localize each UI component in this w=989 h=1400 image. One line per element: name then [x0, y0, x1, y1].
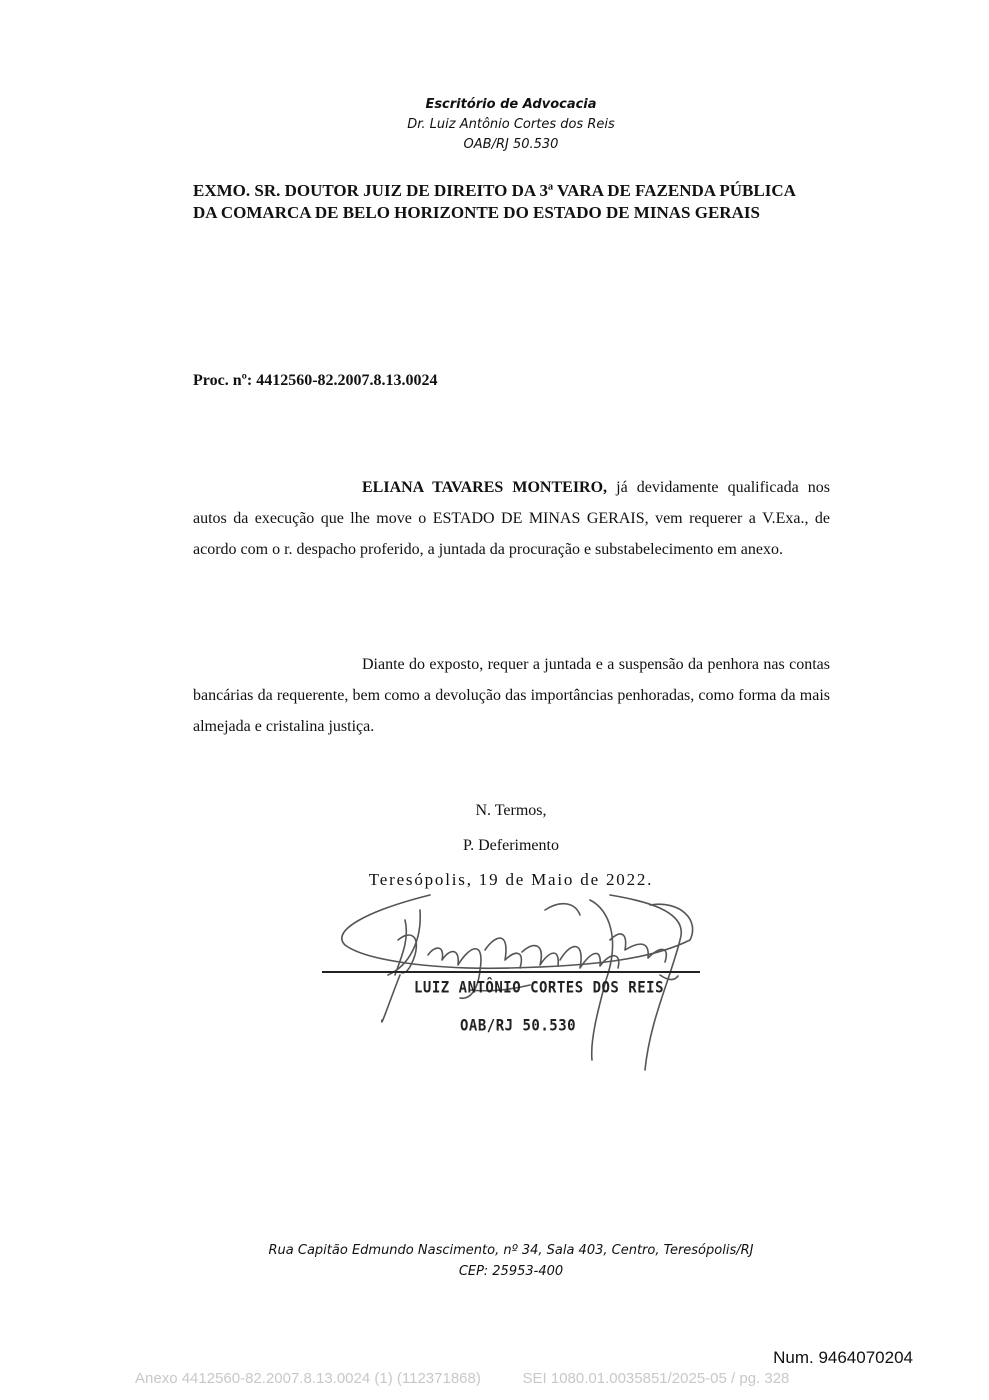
party-name: ELIANA TAVARES MONTEIRO,	[362, 479, 608, 496]
process-number: Proc. nº: 4412560-82.2007.8.13.0024	[193, 372, 438, 389]
addressee-line-2: DA COMARCA DE BELO HORIZONTE DO ESTADO DE MINAS GERAIS	[193, 203, 760, 222]
footer-street: Rua Capitão Edmundo Nascimento, nº 34, Sala 403, Centro, Teresópolis/RJ	[268, 1243, 754, 1258]
addressee-line-1: EXMO. SR. DOUTOR JUIZ DE DIREITO DA 3ª VARA DE FAZENDA PÚBLICA	[193, 181, 796, 200]
stamp-oab: OAB/RJ 50.530	[460, 1016, 577, 1036]
stamp-name: LUIZ ANTÔNIO CORTES DOS REIS	[414, 978, 665, 998]
letterhead-lawyer: Dr. Luiz Antônio Cortes dos Reis	[407, 117, 615, 132]
footer-cep: CEP: 25953-400	[458, 1264, 564, 1279]
document-number: Num. 9464070204	[773, 1348, 913, 1367]
closing-deferimento: P. Deferimento	[463, 837, 559, 854]
letterhead-office: Escritório de Advocacia	[425, 97, 597, 112]
letterhead	[0, 95, 989, 155]
signature-line	[322, 971, 700, 973]
footer-address	[0, 1240, 989, 1282]
paragraph-request-text: já devidamente qualificada nos autos da execução que lhe move o ESTADO DE MINAS GERAIS, vem requerer a V.Exa., de acordo com o r. despacho proferido, a juntada da procuração e substabelecimento em anexo.	[193, 479, 830, 558]
paragraph-conclusion: Diante do exposto, requer a juntada e a suspensão da penhora nas contas bancárias da requerente, bem como a devolução das importâncias penhoradas, como forma da mais almejada e cristalina justiça.	[193, 656, 830, 735]
closing-date: Teresópolis, 19 de Maio de 2022.	[368, 870, 654, 889]
letterhead-oab: OAB/RJ 50.530	[463, 137, 559, 152]
annex-watermark: Anexo 4412560-82.2007.8.13.0024 (1) (112371868) SEI 1080.01.0035851/2025-05 / pg. 328	[135, 1370, 790, 1387]
closing-termos: N. Termos,	[475, 802, 547, 819]
addressee-heading	[193, 180, 830, 224]
paragraph-request	[193, 472, 830, 565]
